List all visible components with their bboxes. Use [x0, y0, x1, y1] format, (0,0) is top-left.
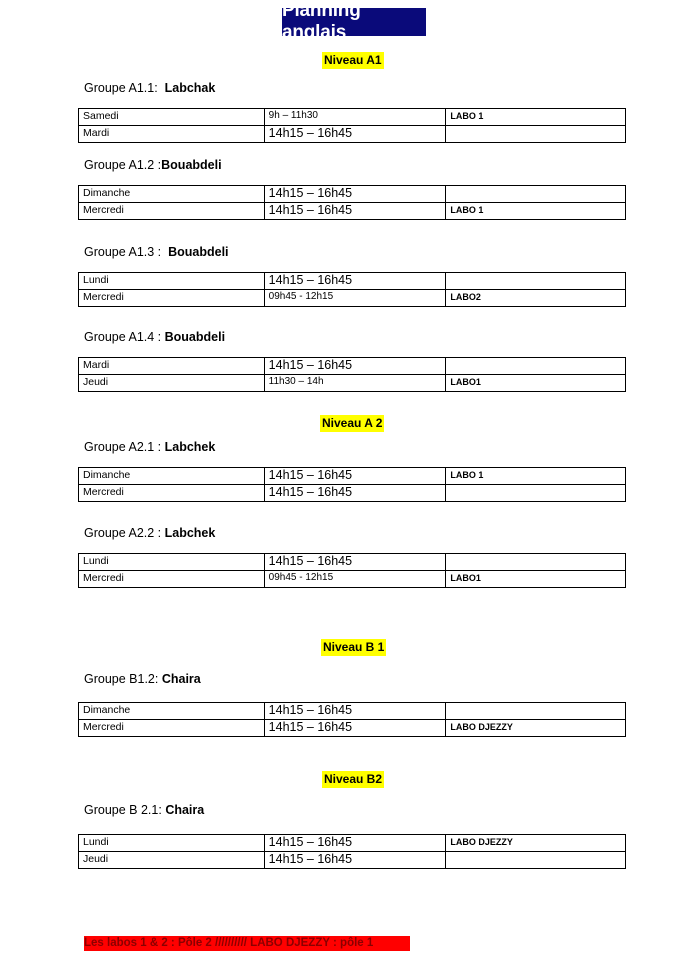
day-cell: Mercredi	[79, 571, 265, 588]
day-cell: Lundi	[79, 835, 265, 852]
group-heading-b1-2	[84, 672, 201, 686]
room-cell: LABO 1	[446, 109, 626, 126]
time-cell: 11h30 – 14h	[264, 375, 446, 392]
room-cell	[446, 703, 626, 720]
room-cell: LABO2	[446, 290, 626, 307]
group-teacher: Labchak	[164, 81, 216, 95]
day-cell: Samedi	[79, 109, 265, 126]
table-row	[79, 126, 626, 143]
level-heading-b1: Niveau B 1	[323, 640, 385, 654]
room-cell	[446, 126, 626, 143]
day-cell: Mardi	[79, 126, 265, 143]
schedule-table-a2-1	[78, 467, 626, 502]
group-teacher: Bouabdeli	[164, 330, 226, 344]
table-row	[79, 203, 626, 220]
room-cell	[446, 554, 626, 571]
group-teacher: Labchek	[164, 526, 216, 540]
time-cell: 14h15 – 16h45	[264, 720, 446, 737]
schedule-table-b2-1	[78, 834, 626, 869]
time-cell: 14h15 – 16h45	[264, 273, 446, 290]
time-cell: 14h15 – 16h45	[264, 485, 446, 502]
day-cell: Jeudi	[79, 852, 265, 869]
day-cell: Mercredi	[79, 290, 265, 307]
table-row	[79, 835, 626, 852]
time-cell: 09h45 - 12h15	[264, 290, 446, 307]
table-row	[79, 358, 626, 375]
time-cell: 14h15 – 16h45	[264, 126, 446, 143]
table-row	[79, 852, 626, 869]
room-cell: LABO DJEZZY	[446, 835, 626, 852]
time-cell: 14h15 – 16h45	[264, 703, 446, 720]
time-cell: 14h15 – 16h45	[264, 468, 446, 485]
time-cell: 14h15 – 16h45	[264, 835, 446, 852]
group-label: Groupe A1.2 :	[84, 158, 162, 172]
table-row	[79, 720, 626, 737]
schedule-table-a1-4	[78, 357, 626, 392]
group-label: Groupe B 2.1:	[84, 803, 162, 817]
day-cell: Mercredi	[79, 720, 265, 737]
time-cell: 14h15 – 16h45	[264, 203, 446, 220]
schedule-table-a1-3	[78, 272, 626, 307]
room-cell: LABO 1	[446, 203, 626, 220]
group-label: Groupe A1.4 :	[84, 330, 162, 344]
group-teacher: Chaira	[161, 672, 201, 686]
day-cell: Mercredi	[79, 203, 265, 220]
schedule-table-a2-2	[78, 553, 626, 588]
group-teacher: Labchek	[164, 440, 216, 454]
day-cell: Mardi	[79, 358, 265, 375]
level-heading-b2: Niveau B2	[324, 772, 383, 786]
room-cell	[446, 358, 626, 375]
group-heading-a1-1	[84, 81, 215, 95]
room-cell: LABO DJEZZY	[446, 720, 626, 737]
group-heading-b2-1	[84, 803, 204, 817]
table-row	[79, 273, 626, 290]
schedule-table-b1-2	[78, 702, 626, 737]
group-label: Groupe A1.1:	[84, 81, 158, 95]
room-cell: LABO1	[446, 375, 626, 392]
table-row	[79, 186, 626, 203]
table-row	[79, 290, 626, 307]
time-cell: 14h15 – 16h45	[264, 554, 446, 571]
table-row	[79, 468, 626, 485]
day-cell: Jeudi	[79, 375, 265, 392]
group-label: Groupe A1.3 :	[84, 245, 162, 259]
schedule-table-a1-1	[78, 108, 626, 143]
group-label: Groupe B1.2:	[84, 672, 159, 686]
table-row	[79, 554, 626, 571]
table-row	[79, 375, 626, 392]
table-row	[79, 703, 626, 720]
room-cell: LABO1	[446, 571, 626, 588]
level-heading-a2: Niveau A 2	[322, 416, 383, 430]
room-cell	[446, 186, 626, 203]
day-cell: Dimanche	[79, 468, 265, 485]
level-heading-a1: Niveau A1	[324, 53, 382, 67]
group-heading-a2-1	[84, 440, 215, 454]
schedule-table-a1-2	[78, 185, 626, 220]
room-cell	[446, 273, 626, 290]
table-row	[79, 485, 626, 502]
group-label: Groupe A2.2 :	[84, 526, 162, 540]
group-heading-a1-3	[84, 245, 229, 259]
group-heading-a1-4	[84, 330, 225, 344]
time-cell: 14h15 – 16h45	[264, 186, 446, 203]
group-teacher: Chaira	[165, 803, 205, 817]
table-row	[79, 571, 626, 588]
room-cell: LABO 1	[446, 468, 626, 485]
time-cell: 09h45 - 12h15	[264, 571, 446, 588]
day-cell: Dimanche	[79, 186, 265, 203]
group-label: Groupe A2.1 :	[84, 440, 162, 454]
day-cell: Lundi	[79, 273, 265, 290]
time-cell: 9h – 11h30	[264, 109, 446, 126]
group-heading-a1-2	[84, 158, 222, 172]
day-cell: Mercredi	[79, 485, 265, 502]
labs-location-note: Les labos 1 & 2 : Pôle 2 ////////// LABO DJEZZY : pôle 1	[84, 936, 410, 951]
group-heading-a2-2	[84, 526, 215, 540]
day-cell: Lundi	[79, 554, 265, 571]
day-cell: Dimanche	[79, 703, 265, 720]
time-cell: 14h15 – 16h45	[264, 358, 446, 375]
page-title: Planning anglais	[282, 8, 426, 36]
room-cell	[446, 485, 626, 502]
table-row	[79, 109, 626, 126]
time-cell: 14h15 – 16h45	[264, 852, 446, 869]
group-teacher: Bouabdeli	[168, 245, 229, 259]
group-teacher: Bouabdeli	[161, 158, 222, 172]
room-cell	[446, 852, 626, 869]
